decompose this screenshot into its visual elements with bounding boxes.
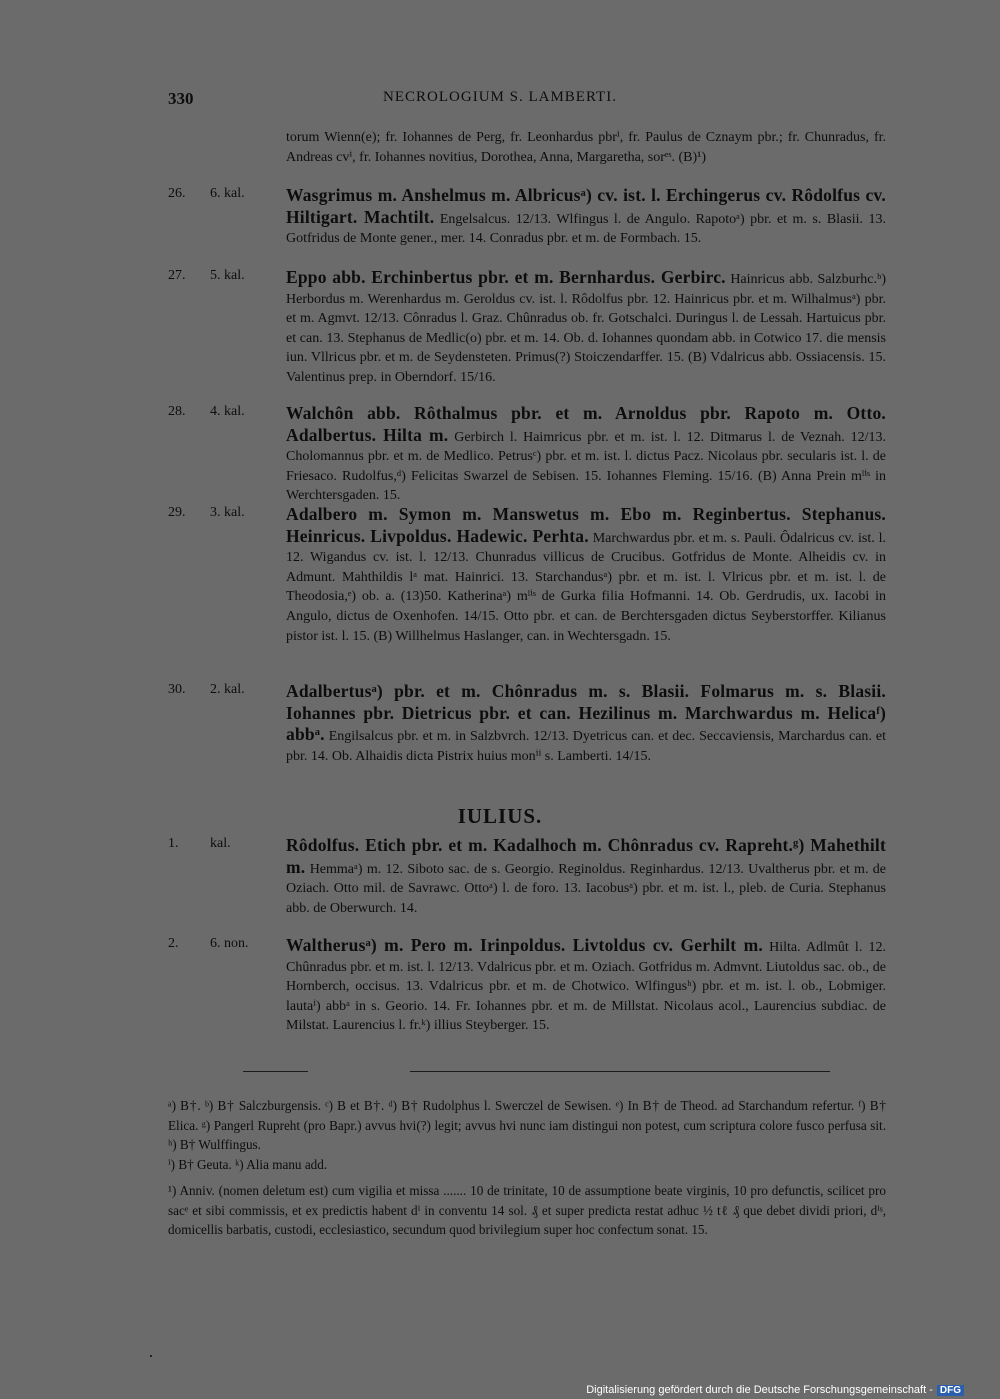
entry-date: 6. non.: [210, 936, 249, 951]
page-number: 330: [168, 89, 194, 108]
entry-date: 6. kal.: [210, 186, 245, 201]
scan-speck: [150, 1355, 152, 1357]
entry-main-names: Rôdolfus. Etich pbr. et m. Kadalhoch m. Chônradus cv. Rapreht.ᵍ) Mahethilt m.: [286, 835, 886, 877]
footnote-line: ⁱ) B† Geuta. ᵏ) Alia manu add.: [168, 1156, 328, 1172]
entry-date: 2. kal.: [210, 682, 245, 697]
entry-29: [168, 505, 886, 646]
entry-28: [168, 404, 886, 506]
entry-july-1: [168, 836, 886, 918]
entry-later-names: Engilsalcus pbr. et m. in Salzbvrch. 12/13. Dyetricus can. et dec. Seccaviensis, Marchardus can. et pbr. 14. Ob. Alhaidis dicta Pistrix huius monⁱⁱ s. Lamberti. 14/15.: [286, 729, 887, 764]
entry-number: 29.: [168, 505, 186, 520]
entry-main-names: Eppo abb. Erchinbertus pbr. et m. Bernhardus. Gerbirc.: [286, 267, 726, 287]
entry-date: kal.: [210, 836, 231, 851]
entry-later-names: Hemmaᵃ) m. 12. Siboto sac. de s. Georgio. Reginoldus. Reginhardus. 12/13. Uvaltherus pbr. et m. de Oziach. Otto mil. de Savrawc. Ottoᵃ) l. de foro. 13. Iacobusᵃ) pbr. et m. ist. l., pleb. de Curia. Stephanus abb. de Oberwurch. 14.: [286, 861, 886, 916]
entry-30: [168, 682, 886, 766]
entry-main-names: Adalbero m. Symon m. Manswetus m. Ebo m. Reginbertus. Stephanus. Heinricus. Livpoldus. Hadewic. Perhta.: [286, 504, 886, 546]
separator-rule: [410, 1071, 830, 1072]
entry-number: 28.: [168, 404, 186, 419]
entry-main-names: Walchôn abb. Rôthalmus pbr. et m. Arnoldus pbr. Rapoto m. Otto. Adalbertus. Hilta m.: [286, 403, 886, 445]
entry-number: 30.: [168, 682, 186, 697]
digitization-credit: [586, 1384, 964, 1396]
entry-later-names: Hilta. Adlmût l. 12. Chûnradus pbr. et m. ist. l. 12/13. Vdalricus pbr. et m. Oziach. Gotfridus m. Admvnt. Liutoldus sac. ob., de Hornberch, occisus. 13. Vdalricus pbr. et m. de Chotwico. Wlfingusʰ) pbr. et m. ist. l. ob., Lobmiger. lautaⁱ) abbᵃ in s. Georio. 14. Fr. Iohannes pbr. et m. de Millstat. Nicolaus acol., Laurencius subdiac. de Milstat. Laurencius l. fr.ᵏ) illius Steyberger. 15.: [286, 940, 886, 1034]
entry-main-names: Waltherusᵃ) m. Pero m. Irinpoldus. Livtoldus cv. Gerhilt m.: [286, 935, 763, 955]
separator-rule: [243, 1071, 308, 1072]
continuation-text: torum Wienn(e); fr. Iohannes de Perg, fr. Leonhardus pbrⁱ, fr. Paulus de Cznaym pbr.; fr. Chunradus, fr. Andreas cvⁱ, fr. Iohannes novitius, Dorothea, Anna, Margaretha, sorᵉˢ. (B)¹): [286, 130, 886, 165]
entry-27: [168, 268, 886, 388]
entry-later-names: Gerbirch l. Haimricus pbr. et m. ist. l. 12. Ditmarus l. de Veznah. 12/13. Cholomannus pbr. et m. de Medlico. Petrusᶜ) pbr. et m. ist. l. dictus Pacz. Nicolaus pbr. secularis ist. l. de Friesaco. Rudolfus,ᵈ) Felicitas Swarzel de Sebisen. 15. Iohannes Fleming. 15/16. (B) Anna Prein mˡⁱˢ in Werchtersgaden. 15.: [286, 429, 886, 504]
entry-date: 4. kal.: [210, 404, 245, 419]
entry-later-names: Engelsalcus. 12/13. Wlfingus l. de Angulo. Rapotoᵃ) pbr. et m. s. Blasii. 13. Gotfridus de Monte gener., mer. 14. Conradus pbr. et m. de Formbach. 15.: [286, 211, 886, 247]
entry-date: 5. kal.: [210, 268, 245, 283]
continuation-block: [168, 128, 886, 167]
entry-number: 27.: [168, 268, 186, 283]
entry-later-names: Marchwardus pbr. et m. s. Pauli. Ôdalricus cv. ist. l. 12. Wigandus cv. ist. l. 12/13. Chunradus villicus de Crucibus. Gotfridus de Monte. Alheidis cv. in Admunt. Mahthildis lᵃ mat. Hainrici. 13. Starchandusᵃ) pbr. et m. ist. l. Vlricus pbr. et m. ist. l. de Theodosia,ᵉ) ob. a. (13)50. Katherinaᵃ) mˡⁱˢ de Gurka filia Hofmanni. 14. Ob. Gerdrudis, ux. Iacobi in Angulo, dictus de Oxenhofen. 14/15. Otto pbr. et can. de Berchtersgaden dictus Seyberstorffer. Kilianus pistor ist. l. 15. (B) Willhelmus Haslanger, can. in Wechtersgadn. 15.: [286, 530, 886, 644]
dfg-logo: DFG: [937, 1385, 964, 1396]
entry-main-names: Adalbertusᵃ) pbr. et m. Chônradus m. s. Blasii. Folmarus m. s. Blasii. Iohannes pbr. Dietricus pbr. et can. Hezilinus m. Marchwardus m. Helicaᶠ) abbᵃ.: [286, 681, 886, 745]
entry-26: [168, 186, 886, 249]
critical-apparatus: [168, 1096, 886, 1174]
entry-number: 1.: [168, 836, 179, 851]
explanatory-note: [168, 1181, 886, 1240]
entry-main-names: Wasgrimus m. Anshelmus m. Albricusᵃ) cv. ist. l. Erchingerus cv. Rôdolfus cv. Hiltigart. Machtilt.: [286, 185, 886, 227]
entry-later-names: Hainricus abb. Salzburhc.ᵇ) Herbordus m. Werenhardus m. Geroldus cv. ist. l. Rôdolfus pbr. 12. Hainricus pbr. et m. Wilhalmusᵃ) pbr. et m. Agmvt. 12/13. Cônradus l. Graz. Chûnradus ob. fr. Gotschalci. Duringus l. de Lessah. Hartuicus pbr. et can. 13. Stephanus de Medlic(o) pbr. et m. 14. Ob. d. Iohannes quondam abb. in Cotwico 17. die mensis iun. Vllricus pbr. et m. de Seydensteten. Primus(?) Stoiczendarffer. 15. (B) Vdalricus abb. Ossiacensis. 15. Valentinus prep. in Oberndorf. 15/16.: [286, 272, 887, 385]
running-title: NECROLOGIUM S. LAMBERTI.: [383, 89, 617, 105]
footnote-line: ¹) Anniv. (nomen deletum est) cum vigilia et missa ....... 10 de trinitate, 10 de assumptione beate virginis, 10 pro defunctis, scilicet pro sacᵉ et sibi commissis, et ex predictis habent dⁱ in conventu 14 sol. ₰ et super predicta restat adhuc ½ tℓ ₰ que debet dividi priori, dⁱˢ, domicellis barbatis, custodi, ecclesiastico, secundum quod brivilegium super hoc confectum sonat. 15.: [168, 1183, 886, 1238]
month-heading: IULIUS.: [457, 804, 543, 828]
credit-text: Digitalisierung gefördert durch die Deutsche Forschungsgemeinschaft -: [586, 1384, 933, 1396]
entry-july-2: [168, 936, 886, 1036]
entry-date: 3. kal.: [210, 505, 245, 520]
entry-number: 2.: [168, 936, 179, 951]
footnote-line: ᵃ) B†. ᵇ) B† Salczburgensis. ᶜ) B et B†. ᵈ) B† Rudolphus l. Swerczel de Sewisen. ᵉ) In B† de Theod. ad Starchandum refertur. ᶠ) B† Elica. ᵍ) Pangerl Rupreht (pro Bapr.) avvus hvi(?) legit; avvus hvi nunc iam distingui non potest, cum scriptura colore fusco perfusa sit. ʰ) B† Wulffingus.: [168, 1098, 886, 1153]
entry-number: 26.: [168, 186, 186, 201]
